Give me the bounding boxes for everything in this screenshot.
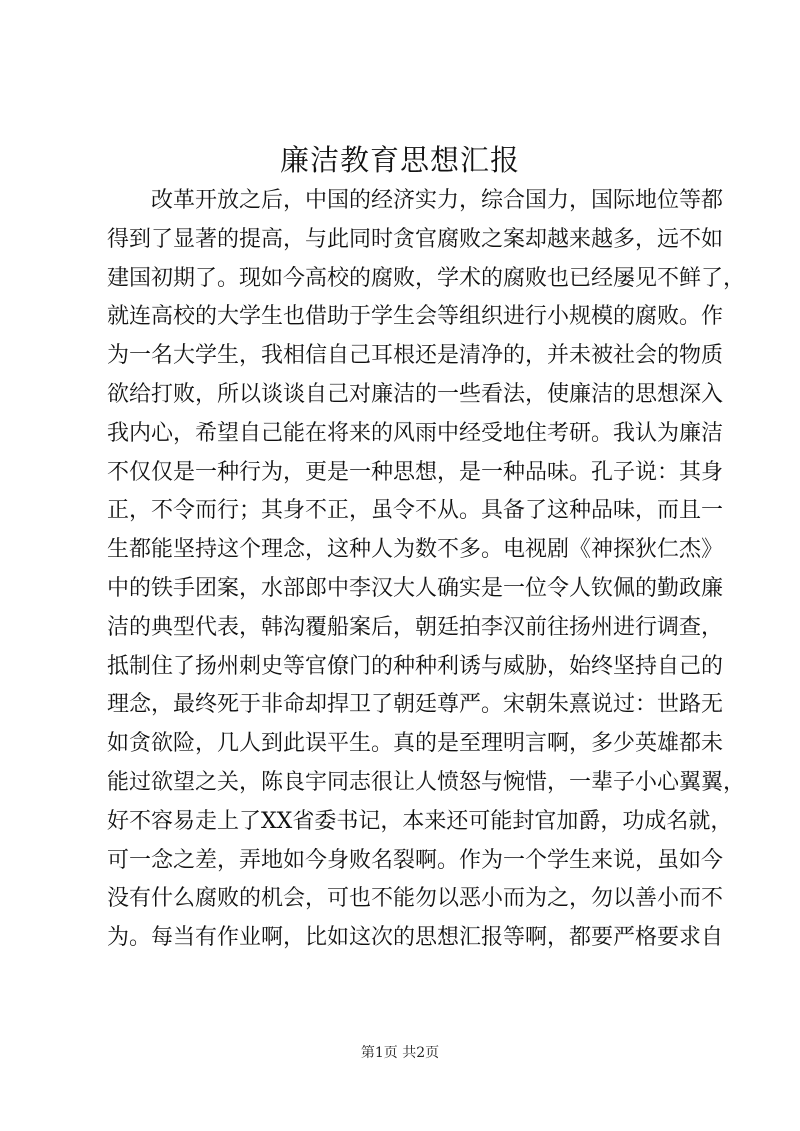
body-line: 如贪欲险，几人到此误平生。真的是至理明言啊，多少英雄都未 <box>107 731 724 757</box>
body-line: 洁的典型代表，韩沟覆船案后，朝廷拍李汉前往扬州进行调查， <box>107 614 724 640</box>
document-body <box>107 182 746 958</box>
body-line: 好不容易走上了XX省委书记，本来还可能封官加爵，功成名就， <box>107 808 733 834</box>
body-line: 不仅仅是一种行为，更是一种思想，是一种品味。孔子说：其身 <box>107 459 724 485</box>
body-line: 抵制住了扬州刺史等官僚门的种种利诱与威胁，始终坚持自己的 <box>107 653 724 679</box>
body-line: 建国初期了。现如今高校的腐败，学术的腐败也已经屡见不鲜了， <box>107 265 746 291</box>
page-footer: 第1页 共2页 <box>360 1045 440 1061</box>
body-line: 得到了显著的提高，与此同时贪官腐败之案却越来越多，远不如 <box>107 226 724 252</box>
body-line: 生都能坚持这个理念，这种人为数不多。电视剧《神探狄仁杰》 <box>107 537 724 563</box>
body-line: 能过欲望之关，陈良宇同志很让人愤怒与惋惜，一辈子小心翼翼， <box>107 769 746 795</box>
body-line: 可一念之差，弄地如今身败名裂啊。作为一个学生来说，虽如今 <box>107 847 724 873</box>
body-line: 欲给打败，所以谈谈自己对廉洁的一些看法，使廉洁的思想深入 <box>107 381 724 407</box>
body-line: 为。每当有作业啊，比如这次的思想汇报等啊，都要严格要求自 <box>107 925 724 951</box>
body-line: 中的铁手团案，水部郎中李汉大人确实是一位令人钦佩的勤政廉 <box>107 575 724 601</box>
body-line: 改革开放之后，中国的经济实力，综合国力，国际地位等都 <box>151 188 724 213</box>
body-line: 没有什么腐败的机会，可也不能勿以恶小而为之，勿以善小而不 <box>107 886 724 912</box>
body-line: 就连高校的大学生也借助于学生会等组织进行小规模的腐败。作 <box>107 304 724 330</box>
body-line: 我内心，希望自己能在将来的风雨中经受地住考研。我认为廉洁 <box>107 420 724 446</box>
body-line: 为一名大学生，我相信自己耳根还是清净的，并未被社会的物质 <box>107 343 724 369</box>
body-line: 正，不令而行；其身不正，虽令不从。具备了这种品味，而且一 <box>107 498 724 524</box>
body-line: 理念，最终死于非命却捍卫了朝廷尊严。宋朝朱熹说过：世路无 <box>107 692 724 718</box>
document-title: 廉洁教育思想汇报 <box>279 143 520 177</box>
